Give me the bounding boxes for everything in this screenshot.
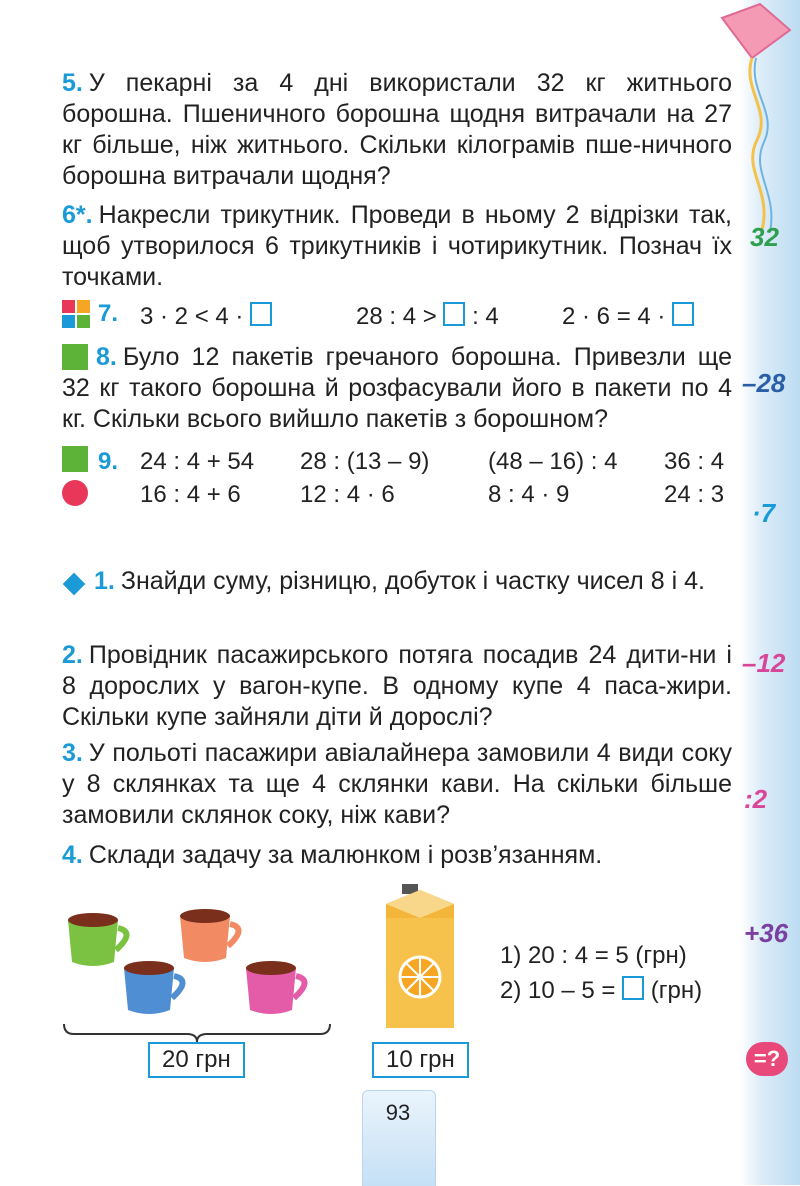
task-9-r2c1: 16 : 4 + 6 [140,481,241,508]
sidebar-value-4: –12 [742,648,786,678]
red-circle-icon [62,480,88,506]
task-number: 3. [62,739,83,767]
four-squares-icon [62,300,90,328]
task-number: 2. [62,641,83,669]
solution-line-1: 1) 20 : 4 = 5 (грн) [500,942,687,969]
task-b3 [62,738,732,831]
task-9-r2c4: 24 : 3 [664,481,725,508]
task-9-r1c3: (48 – 16) : 4 [488,448,618,475]
solution-line-2: 2) 10 – 5 = (грн) [500,977,703,1004]
answer-box[interactable] [443,302,465,326]
task-7-expr-2: 28 : 4 > : 4 [356,303,499,330]
task-9-r2c3: 8 : 4 · 9 [488,481,570,508]
task-6 [62,200,732,293]
task-9-r1c4: 36 : 4 [664,448,725,475]
task-9-r2c2: 12 : 4 · 6 [300,481,395,508]
task-number: 1. [94,567,115,595]
task-text: У польоті пасажири авіалайнера замовили 4 види соку у 8 склянках та ще 4 склянки кави. На скільки більше замовили склянок соку, ніж кави? [62,739,732,829]
cup-orange-icon [172,906,252,966]
answer-box[interactable] [672,302,694,326]
task-text: Було 12 пакетів гречаного борошна. Привезли ще 32 кг такого борошна й розфасували його в пакети по 4 кг. Скільки всього вийшло пакетів з борошном? [62,343,732,433]
task-9-number: 9. [98,448,119,475]
equals-question-badge: =? [746,1042,788,1076]
task-9-r1c2: 28 : (13 – 9) [300,448,430,475]
green-square-icon [62,446,88,472]
task-b4 [62,840,732,871]
sidebar-value-5: :2 [744,784,768,814]
cups-price-label: 20 грн [148,1042,245,1078]
task-text: Склади задачу за малюнком і розв’язанням. [88,841,603,869]
juice-carton-icon [380,882,460,1032]
task-text: Накресли трикутник. Проведи в ньому 2 відрізки так, щоб утворилося 6 трикутників і чотирикутник. Познач їх точками. [62,201,732,291]
task-7-expr-1: 3 · 2 < 4 · [140,302,272,331]
brace-icon [62,1022,332,1044]
answer-box[interactable] [250,302,272,326]
page-number: 93 [385,1100,411,1125]
task-7-expr-3: 2 · 6 = 4 · [562,302,694,331]
task-8 [62,342,732,435]
task-7-number: 7. [98,300,119,327]
sidebar-value-6: +36 [744,918,789,948]
task-9-r1c1: 24 : 4 + 54 [140,448,255,475]
task-text: Провідник пасажирського потяга посадив 24 дити-ни і 8 дорослих у вагон-купе. В одному купе 4 паса-жири. Скільки купе зайняли діти й дорослі? [62,641,732,731]
cup-blue-icon [116,958,196,1018]
juice-price-label: 10 грн [372,1042,469,1078]
task-text: Знайди суму, різницю, добуток і частку чисел 8 і 4. [120,567,705,595]
sidebar-value-1: 32 [750,222,779,252]
task-5 [62,68,732,192]
cup-pink-icon [238,958,318,1018]
task-number: 5. [62,69,83,97]
task-number: 4. [62,841,83,869]
task-number: 8. [96,343,117,371]
sidebar-value-2: –28 [742,368,786,398]
sidebar-value-3: ·7 [752,498,776,528]
answer-box[interactable] [622,976,644,1000]
task-number: 6*. [62,201,93,229]
task-text: У пекарні за 4 дні використали 32 кг житнього борошна. Пшеничного борошна щодня витрачали на 27 кг більше, ніж житнього. Скільки кілограмів пше-ничного борошна витрачали щодня? [62,69,732,190]
task-b1 [62,566,732,597]
task-b2 [62,640,732,733]
